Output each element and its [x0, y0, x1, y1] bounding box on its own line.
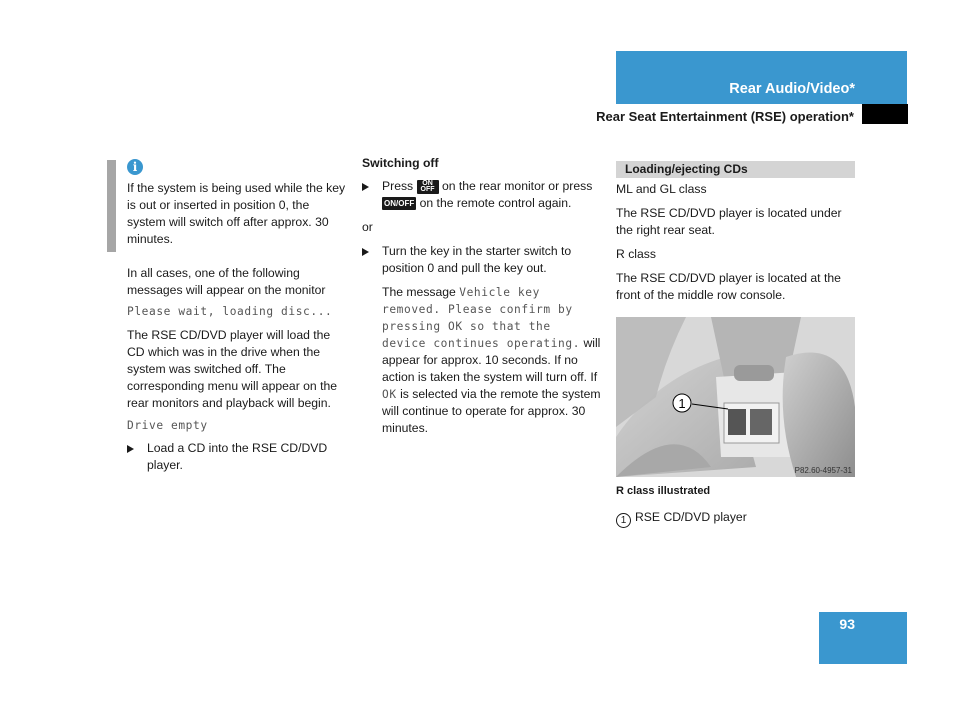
- info-icon: i: [127, 159, 143, 175]
- section-heading: Loading/ejecting CDs: [616, 161, 855, 178]
- display-message: OK: [382, 388, 397, 401]
- display-message: Please wait, loading disc...: [127, 305, 333, 318]
- photo-callout: 1: [678, 396, 686, 411]
- paragraph: The message Vehicle key removed. Please confirm by pressing OK so that the device continues operating. will appear for approx. 10 seconds. If no action is taken the system will turn off. If OK is selected via the remote the system will continue to operate for approx. 30 minutes.: [382, 285, 601, 435]
- info-bar: [107, 160, 116, 252]
- vehicle-interior-image: [616, 317, 855, 477]
- list-item: Load a CD into the RSE CD/DVD player.: [127, 440, 349, 474]
- column-left: [127, 159, 349, 474]
- paragraph: The RSE CD/DVD player will load the CD which was in the drive when the system was switched off. The corresponding menu will appear on the rear monitors and playback will begin.: [127, 328, 338, 410]
- bullet-icon: [362, 183, 369, 191]
- display-message: Drive empty: [127, 419, 208, 432]
- info-note: If the system is being used while the key is out or inserted in position 0, the system will switch off after approx. 30 minutes.: [127, 181, 346, 246]
- column-middle: [362, 155, 602, 437]
- on-off-key-icon: ON OFF: [417, 180, 439, 194]
- legend-item: 1 RSE CD/DVD player: [616, 509, 855, 528]
- paragraph: The RSE CD/DVD player is located at the front of the middle row console.: [616, 271, 841, 302]
- subheading: R class: [616, 247, 656, 261]
- header-marker: [862, 104, 908, 124]
- section-title: Rear Audio/Video*: [729, 81, 855, 97]
- section-heading: Switching off: [362, 156, 439, 170]
- paragraph: In all cases, one of the following messages will appear on the monitor: [127, 266, 326, 297]
- remote-on-off-key-icon: ON/OFF: [384, 199, 415, 209]
- callout-number-icon: 1: [616, 513, 631, 528]
- header-band: [616, 51, 907, 104]
- page-number-box: [819, 612, 907, 664]
- bullet-icon: [127, 445, 134, 453]
- connector-text: or: [362, 220, 373, 234]
- page-number: 93: [839, 616, 855, 632]
- photo-reference: P82.60-4957-31: [794, 466, 852, 475]
- display-message: Vehicle key removed. Please confirm by pressing OK so that the device continues operating.: [382, 286, 581, 350]
- vehicle-photo: [616, 317, 855, 477]
- subheading: ML and GL class: [616, 182, 707, 196]
- bullet-icon: [362, 248, 369, 256]
- figure-caption: R class illustrated: [616, 485, 711, 497]
- list-item: Turn the key in the starter switch to position 0 and pull the key out.: [362, 243, 602, 277]
- list-item: Press ON OFF on the rear monitor or press ON/OFF on the remote control again.: [362, 178, 602, 212]
- paragraph: The RSE CD/DVD player is located under the right rear seat.: [616, 206, 842, 237]
- subsection-title: Rear Seat Entertainment (RSE) operation*: [596, 109, 854, 124]
- column-right: [616, 161, 855, 528]
